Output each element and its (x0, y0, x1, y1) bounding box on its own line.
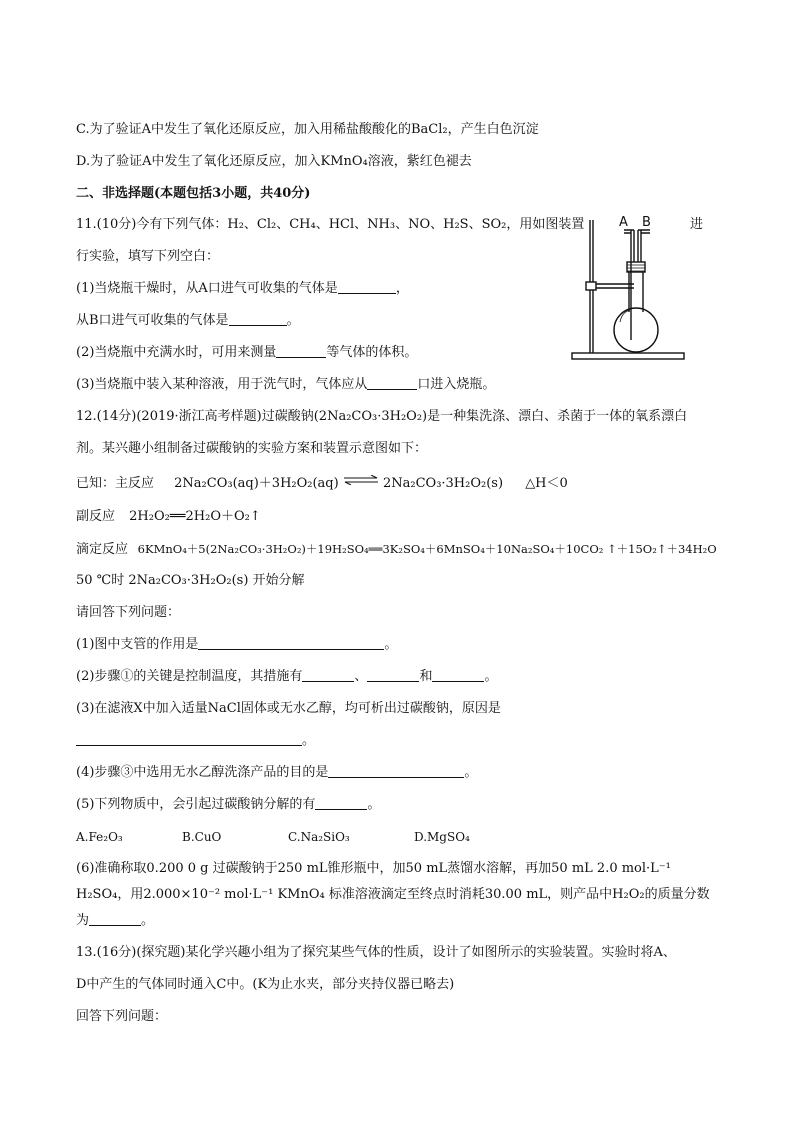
option-c: C.为了验证A中发生了氧化还原反应，加入用稀盐酸酸化的BaCl₂，产生白色沉淀 (76, 122, 539, 137)
q12-part3-end: 。 (302, 733, 316, 748)
q12-part4-text: (4)步骤③中选用无水乙醇洗涤产品的目的是 (76, 765, 329, 780)
section-title: 二、非选择题(本题包括3小题，共40分) (76, 186, 311, 201)
q12-options (76, 828, 470, 846)
q11-part1a-end: ， (395, 281, 409, 296)
q11-part1a (76, 280, 409, 298)
q11-line1-end: 进 (690, 217, 704, 232)
q12-part2-end: 。 (484, 669, 498, 684)
option-a[interactable]: A.Fe₂O₃ (76, 830, 123, 844)
q12-part2-sep2: 和 (419, 669, 433, 684)
main-reaction-right: 2Na₂CO₃·3H₂O₂(s) (382, 476, 504, 491)
q12-part2 (76, 668, 497, 686)
option-c[interactable]: C.Na₂SiO₃ (288, 830, 350, 844)
answer-blank[interactable] (432, 668, 484, 682)
main-reaction-left: 2Na₂CO₃(aq)＋3H₂O₂(aq) (174, 476, 339, 491)
answer-blank[interactable] (76, 732, 302, 746)
q12-line2: 剂。某兴趣小组制备过碳酸钠的实验方案和装置示意图如下： (76, 441, 428, 456)
q13-line2: D中产生的气体同时通入C中。(K为止水夹，部分夹持仪器已略去) (76, 977, 455, 992)
q12-part2-text: (2)步骤①的关键是控制温度，其措施有 (76, 669, 303, 684)
main-reaction (76, 475, 568, 493)
titration-label: 滴定反应 (76, 542, 129, 557)
q12-line1: 12.(14分)(2019·浙江高考样题)过碳酸钠(2Na₂CO₃·3H₂O₂)是一种集洗涤、漂白、杀菌于一体的氧系漂白 (76, 409, 688, 424)
q12-part1-end: 。 (384, 637, 398, 652)
side-label: 副反应 (76, 509, 116, 524)
q12-part1-text: (1)图中支管的作用是 (76, 637, 199, 652)
option-b[interactable]: B.CuO (182, 830, 222, 844)
q11-line1: 11.(10分)今有下列气体：H₂、Cl₂、CH₄、HCl、NH₃、NO、H₂S、SO₂，用如图装置 (76, 217, 585, 232)
side-reaction-eq: 2H₂O₂══2H₂O＋O₂↑ (129, 509, 261, 524)
q12-part6-line1: (6)准确称取0.200 0 g 过碳酸钠于250 mL锥形瓶中，加50 mL蒸馏水溶解，再加50 mL 2.0 mol·L⁻¹ (76, 861, 671, 876)
decomposition-note: 50 ℃时 2Na₂CO₃·3H₂O₂(s) 开始分解 (76, 573, 305, 588)
titration-eq: 6KMnO₄＋5(2Na₂CO₃·3H₂O₂)＋19H₂SO₄══3K₂SO₄＋6MnSO₄＋10Na₂SO₄＋10CO₂ ↑＋15O₂↑＋34H₂O (137, 542, 717, 556)
answer-blank[interactable] (367, 376, 417, 390)
main-reaction-dh: △H＜0 (525, 476, 568, 491)
q12-part1 (76, 636, 397, 654)
q12-part3-answer (76, 732, 315, 750)
side-reaction (76, 508, 261, 526)
q13-line1: 13.(16分)(探究题)某化学兴趣小组为了探究某些气体的性质，设计了如图所示的实验装置。实验时将A、 (76, 945, 676, 960)
q11-part1b (76, 312, 300, 330)
answer-blank[interactable] (198, 636, 384, 650)
option-d[interactable]: D.MgSO₄ (414, 830, 470, 844)
option-d: D.为了验证A中发生了氧化还原反应，加入KMnO₄溶液，紫红色褪去 (76, 154, 472, 169)
q12-part3: (3)在滤液X中加入适量NaCl固体或无水乙醇，均可析出过碳酸钠，原因是 (76, 701, 501, 716)
q11-part2 (76, 344, 417, 362)
answer-blank[interactable] (276, 344, 326, 358)
q11-part2-end: 等气体的体积。 (326, 345, 418, 360)
q12-part4-end: 。 (464, 765, 478, 780)
q11-part2-text: (2)当烧瓶中充满水时，可用来测量 (76, 345, 277, 360)
answer-blank[interactable] (328, 764, 464, 778)
q11-part1a-text: (1)当烧瓶干燥时，从A口进气可收集的气体是 (76, 281, 338, 296)
answer-blank[interactable] (315, 796, 367, 810)
q11-part3-end: 口进入烧瓶。 (417, 377, 496, 392)
q12-part5-end: 。 (367, 797, 381, 812)
label-a: A (619, 215, 628, 230)
label-b: B (642, 215, 651, 230)
q11-part3-text: (3)当烧瓶中装入某种溶液，用于洗气时，气体应从 (76, 377, 368, 392)
titration-reaction (76, 540, 717, 559)
q12-part5-text: (5)下列物质中，会引起过碳酸钠分解的有 (76, 797, 316, 812)
answer-blank[interactable] (89, 912, 141, 926)
q12-part6-line3 (76, 912, 154, 930)
answer-blank[interactable] (229, 312, 287, 326)
known-label: 已知：主反应 (76, 476, 155, 491)
q11-part1b-end: 。 (286, 313, 300, 328)
flask-apparatus-figure (568, 212, 690, 362)
q12-prompt: 请回答下列问题： (76, 605, 181, 620)
answer-blank[interactable] (338, 280, 396, 294)
q13-line3: 回答下列问题： (76, 1009, 168, 1024)
q12-part6-line2: H₂SO₄，用2.000×10⁻² mol·L⁻¹ KMnO₄ 标准溶液滴定至终点时消耗30.00 mL，则产品中H₂O₂的质量分数 (76, 887, 710, 902)
equilibrium-arrow-icon (343, 475, 379, 485)
q11-line2: 行实验，填写下列空白： (76, 249, 220, 264)
q12-part2-sep1: 、 (354, 669, 368, 684)
q11-part3 (76, 376, 495, 394)
answer-blank[interactable] (367, 668, 419, 682)
q12-part6-end: 。 (141, 913, 155, 928)
q12-part5 (76, 796, 380, 814)
q12-part4 (76, 764, 477, 782)
q12-part6-text: 为 (76, 913, 90, 928)
q11-part1b-text: 从B口进气可收集的气体是 (76, 313, 229, 328)
answer-blank[interactable] (302, 668, 354, 682)
